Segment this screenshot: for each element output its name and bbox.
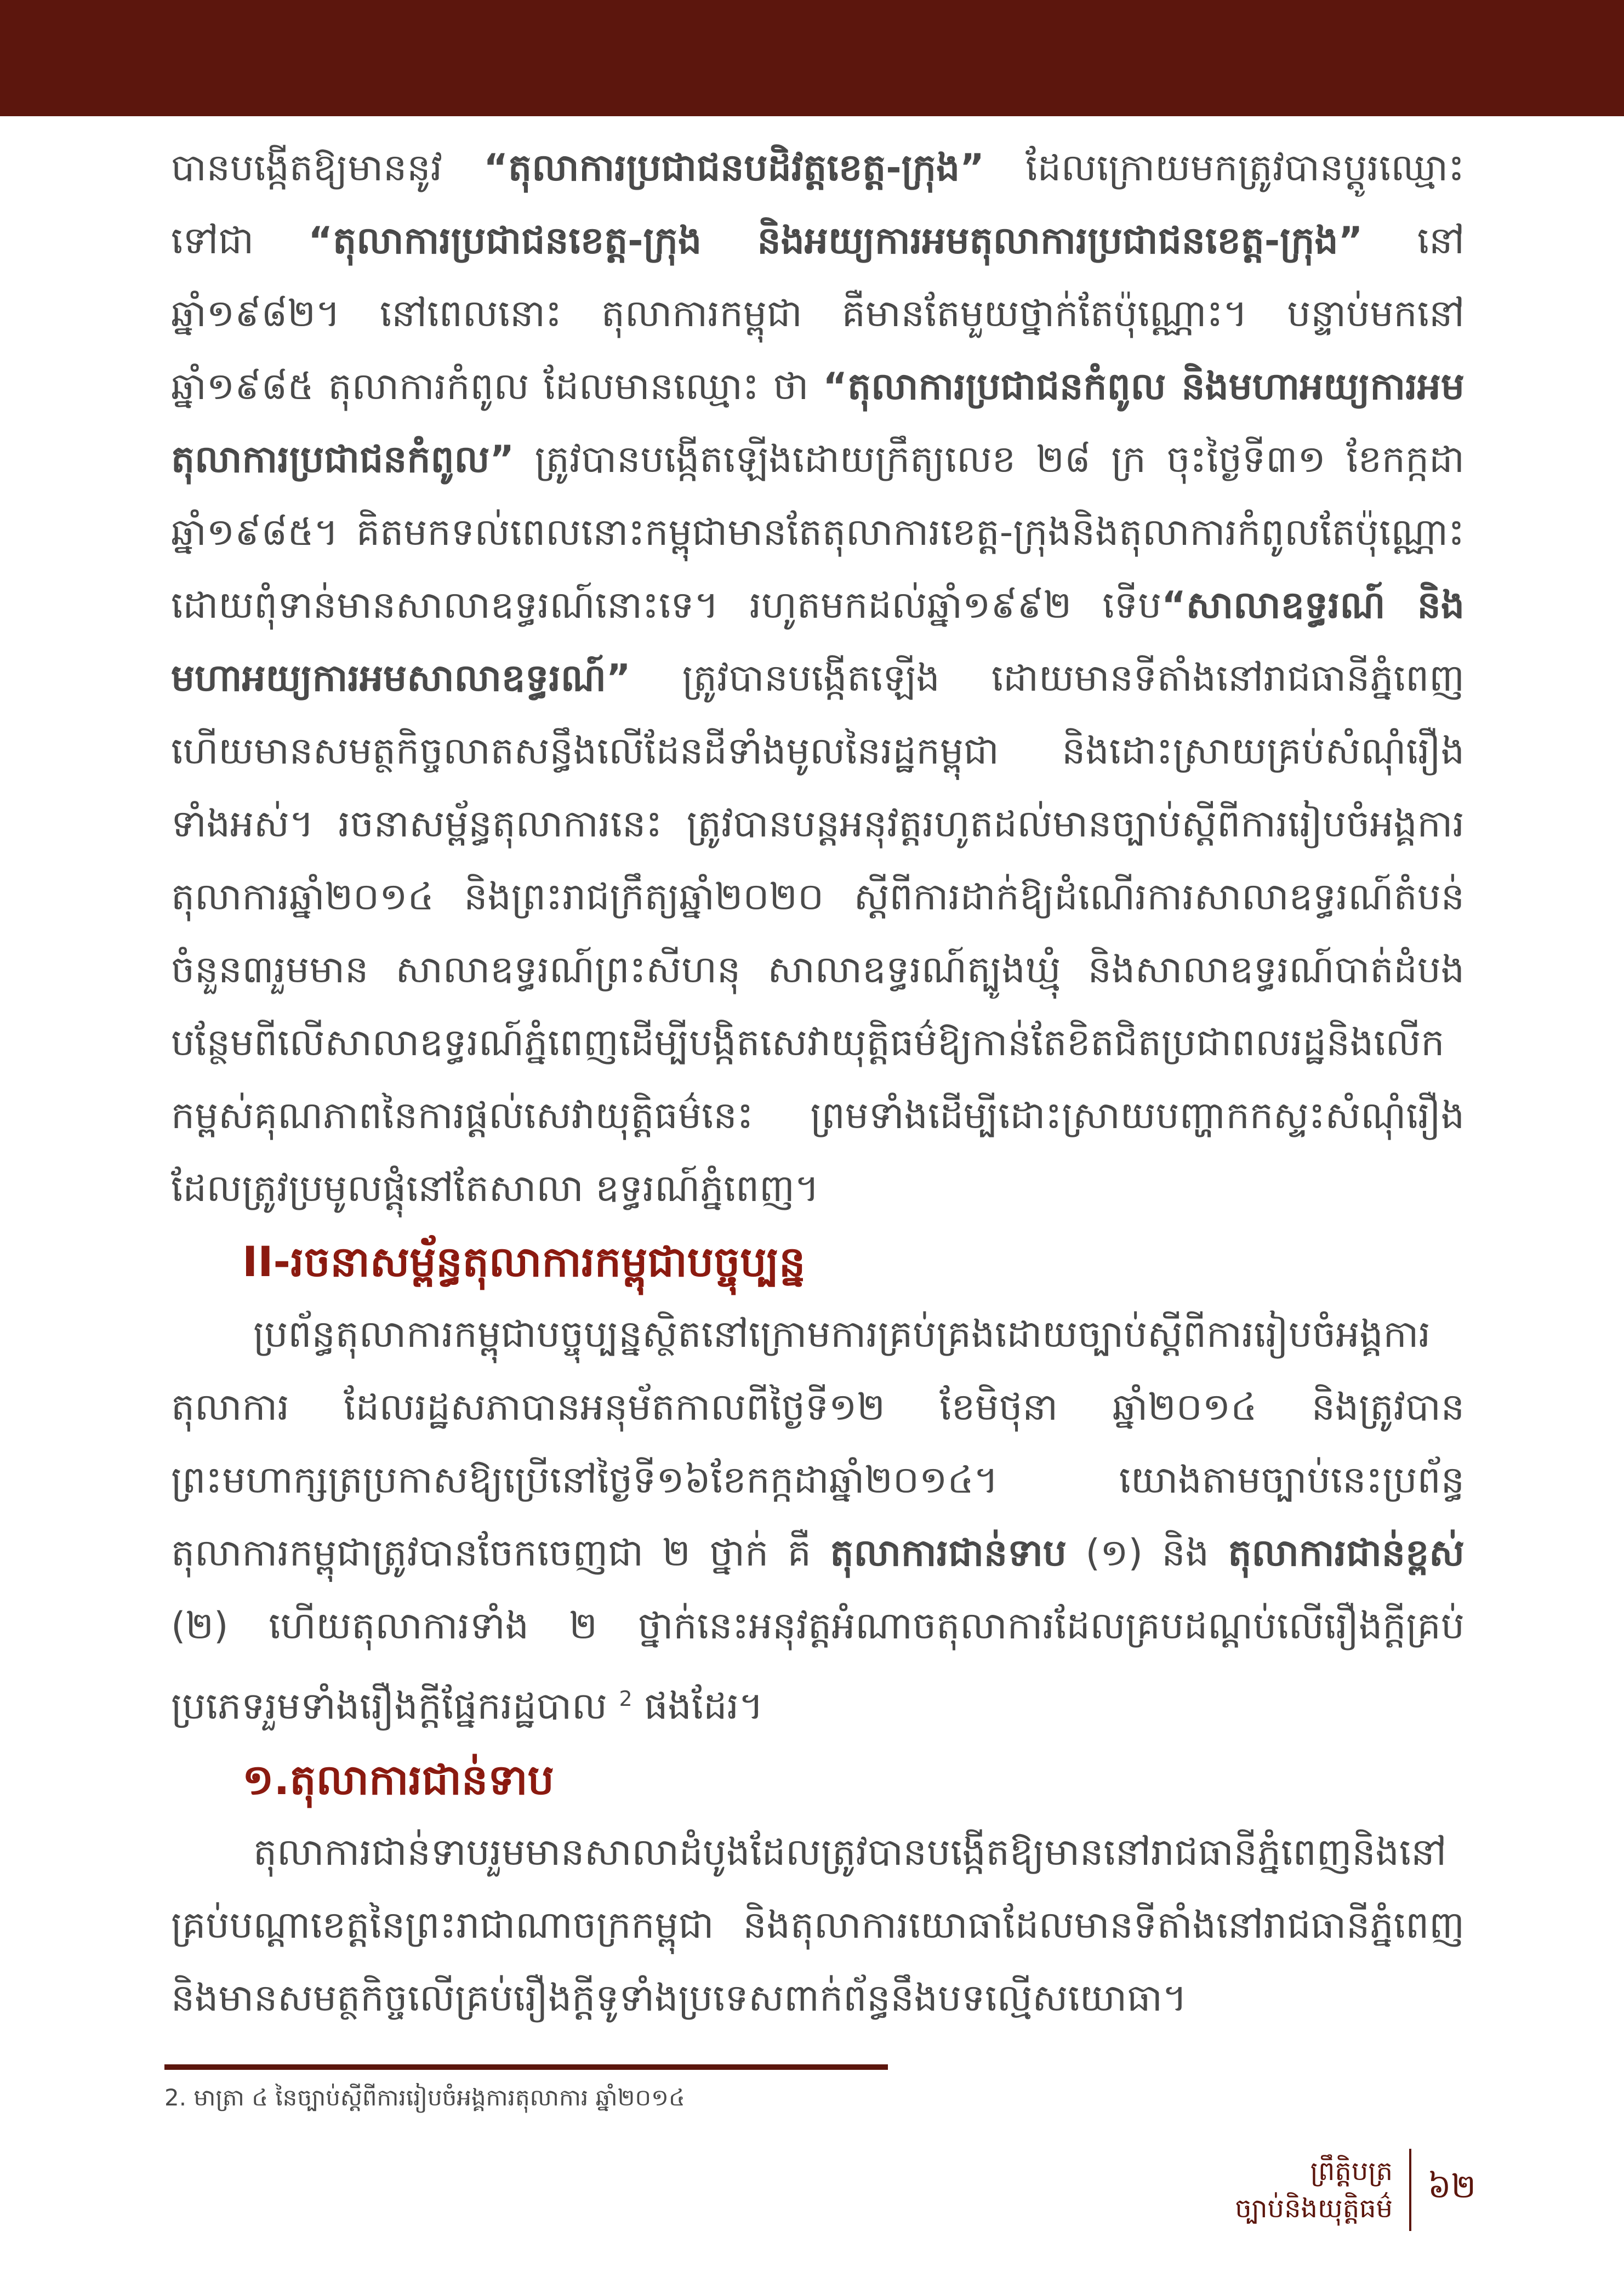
text-run: (១) និង: [1067, 1532, 1228, 1575]
paragraph-current-structure: [171, 1298, 1465, 1743]
publication-title-line1: ព្រឹត្តិបត្រ: [1310, 2156, 1393, 2187]
text-run: នៅឆ្នាំ១៩៨២។ នៅពេលនោះ តុលាការកម្ពុជា គឺមានតែមួយថ្នាក់តែប៉ុណ្ណោះ។ បន្ទាប់មកនៅឆ្នាំ១៩៨៥ តុលាការកំពូល ដែលមានឈ្មោះ ថា: [171, 219, 1465, 408]
page-number: ៦២: [1428, 2167, 1476, 2206]
text-run: ត្រូវបានបង្កើតឡើង ដោយមានទីតាំងនៅរាជធានីភ្នំពេញ ហើយមានសមត្ថកិច្ចលាតសន្ធឹងលើដែនដីទាំងមូលនៃរដ្ឋកម្ពុជា និងដោះស្រាយគ្រប់សំណុំរឿងទាំងអស់។ រចនាសម្ព័ន្ធតុលាការនេះ ត្រូវបានបន្តអនុវត្តរហូតដល់មានច្បាប់ស្តីពីការរៀបចំអង្គការតុលាការឆ្នាំ២០១៤ និងព្រះរាជក្រឹត្យឆ្នាំ២០២០ ស្តីពីការដាក់ឱ្យដំណើរការសាលាឧទ្ធរណ៍តំបន់ចំនួន៣រួមមាន សាលាឧទ្ធរណ៍ព្រះសីហនុ សាលាឧទ្ធរណ៍ត្បូងឃ្មុំ និងសាលាឧទ្ធរណ៍បាត់ដំបង បន្ថែមពីលើសាលាឧទ្ធរណ៍ភ្នំពេញដើម្បីបង្កិតសេវាយុត្តិធម៌ឱ្យកាន់តែខិតជិតប្រជាពលរដ្ឋនិងលើកកម្ពស់គុណភាពនៃការផ្តល់សេវាយុត្តិធម៌នេះ ព្រមទាំងដើម្បីដោះស្រាយបញ្ហាកកស្ទះសំណុំរឿងដែលត្រូវប្រមូលផ្តុំនៅតែសាលា ឧទ្ធរណ៍ភ្នំពេញ។: [171, 657, 1465, 1210]
main-content: [171, 132, 1465, 2035]
text-run: ត្រូវបានបង្កើតឡើងដោយក្រឹត្យលេខ ២៨ ក្រ ចុះថ្ងៃទី៣១ ខែកក្កដា ឆ្នាំ១៩៨៥។ គិតមកទល់ពេលនោះកម្ពុជាមានតែតុលាការខេត្ត-ក្រុងនិងតុលាការកំពូលតែប៉ុណ្ណោះ ដោយពុំទាន់មានសាលាឧទ្ធរណ៍នោះទេ។ រហូតមកដល់ឆ្នាំ១៩៩២ ទើប: [171, 438, 1465, 627]
page-footer: [1235, 2149, 1476, 2231]
bold-text: តុលាការជាន់ខ្ពស់: [1228, 1532, 1465, 1575]
bold-text: “តុលាការប្រជាជនខេត្ត-ក្រុង និងអយ្យការអមតុលាការប្រជាជនខេត្ត-ក្រុង”: [308, 219, 1363, 263]
section-heading-lower-courts: ១.តុលាការជាន់ទាប: [242, 1755, 554, 1804]
footnote-text: 2. មាត្រា ៤ នៃច្បាប់ស្តីពីការរៀបចំអង្គការតុលាការ ឆ្នាំ២០១៤: [164, 2084, 685, 2111]
footnote-reference[interactable]: 2: [619, 1687, 632, 1711]
text-run: ផងដែរ។: [632, 1684, 763, 1728]
bold-text: “តុលាការប្រជាជនកំពូល និងមហាអយ្យការអមតុលាការប្រជាជនកំពូល”: [171, 365, 1465, 481]
text-run: បានបង្កើតឱ្យមាននូវ: [171, 146, 484, 190]
section-heading-current-structure: II-រចនាសម្ព័ន្ធតុលាការកម្ពុជាបច្ចុប្បន្ន: [242, 1237, 806, 1286]
paragraph-lower-courts: តុលាការជាន់ទាបរួមមានសាលាដំបូងដែលត្រូវបានបង្កើតឱ្យមាននៅរាជធានីភ្នំពេញនិងនៅគ្រប់បណ្តាខេត្តនៃព្រះរាជាណាចក្រកម្ពុជា និងតុលាការយោធាដែលមានទីតាំងនៅរាជធានីភ្នំពេញនិងមានសមត្ថកិច្ចលើគ្រប់រឿងក្តីទូទាំងប្រទេសពាក់ព័ន្ធនឹងបទល្មើសយោធា។: [171, 1830, 1465, 2020]
text-run: (២) ហើយតុលាការទាំង ២ ថ្នាក់នេះអនុវត្តអំណាចតុលាការដែលគ្របដណ្តប់លើរឿងក្តីគ្រប់ប្រភេទរួមទាំងរឿងក្តីផ្នែករដ្ឋបាល: [171, 1604, 1465, 1728]
bold-text: “សាលាឧទ្ធរណ៍ និងមហាអយ្យការអមសាលាឧទ្ធរណ៍”: [171, 584, 1465, 700]
publication-title: [1235, 2153, 1409, 2227]
header-bar: [0, 0, 1624, 116]
bold-text: “តុលាការប្រជាជនបដិវត្តខេត្ត-ក្រុង”: [483, 146, 984, 190]
text-run: ដែលក្រោយមកត្រូវបានប្តូរឈ្មោះទៅជា: [171, 146, 1465, 263]
bold-text: តុលាការជាន់ទាប: [830, 1532, 1067, 1575]
footnote-divider: [164, 2064, 888, 2070]
text-run: ប្រព័ន្ធតុលាការកម្ពុជាបច្ចុប្បន្នស្ថិតនៅក្រោមការគ្រប់គ្រងដោយច្បាប់ស្តីពីការរៀបចំអង្គការតុលាការ ដែលរដ្ឋសភាបានអនុម័តកាលពីថ្ងៃទី១២ ខែមិថុនា ឆ្នាំ២០១៤ និងត្រូវបានព្រះមហាក្សត្រប្រកាសឱ្យប្រើនៅថ្ងៃទី១៦ខែកក្កដាឆ្នាំ២០១៤។ យោងតាមច្បាប់នេះប្រព័ន្ធតុលាការកម្ពុជាត្រូវបានចែកចេញជា ២ ថ្នាក់ គឺ: [171, 1313, 1465, 1575]
paragraph-court-history: [171, 132, 1465, 1225]
publication-title-line2: ច្បាប់និងយុត្តិធម៌: [1235, 2193, 1393, 2224]
